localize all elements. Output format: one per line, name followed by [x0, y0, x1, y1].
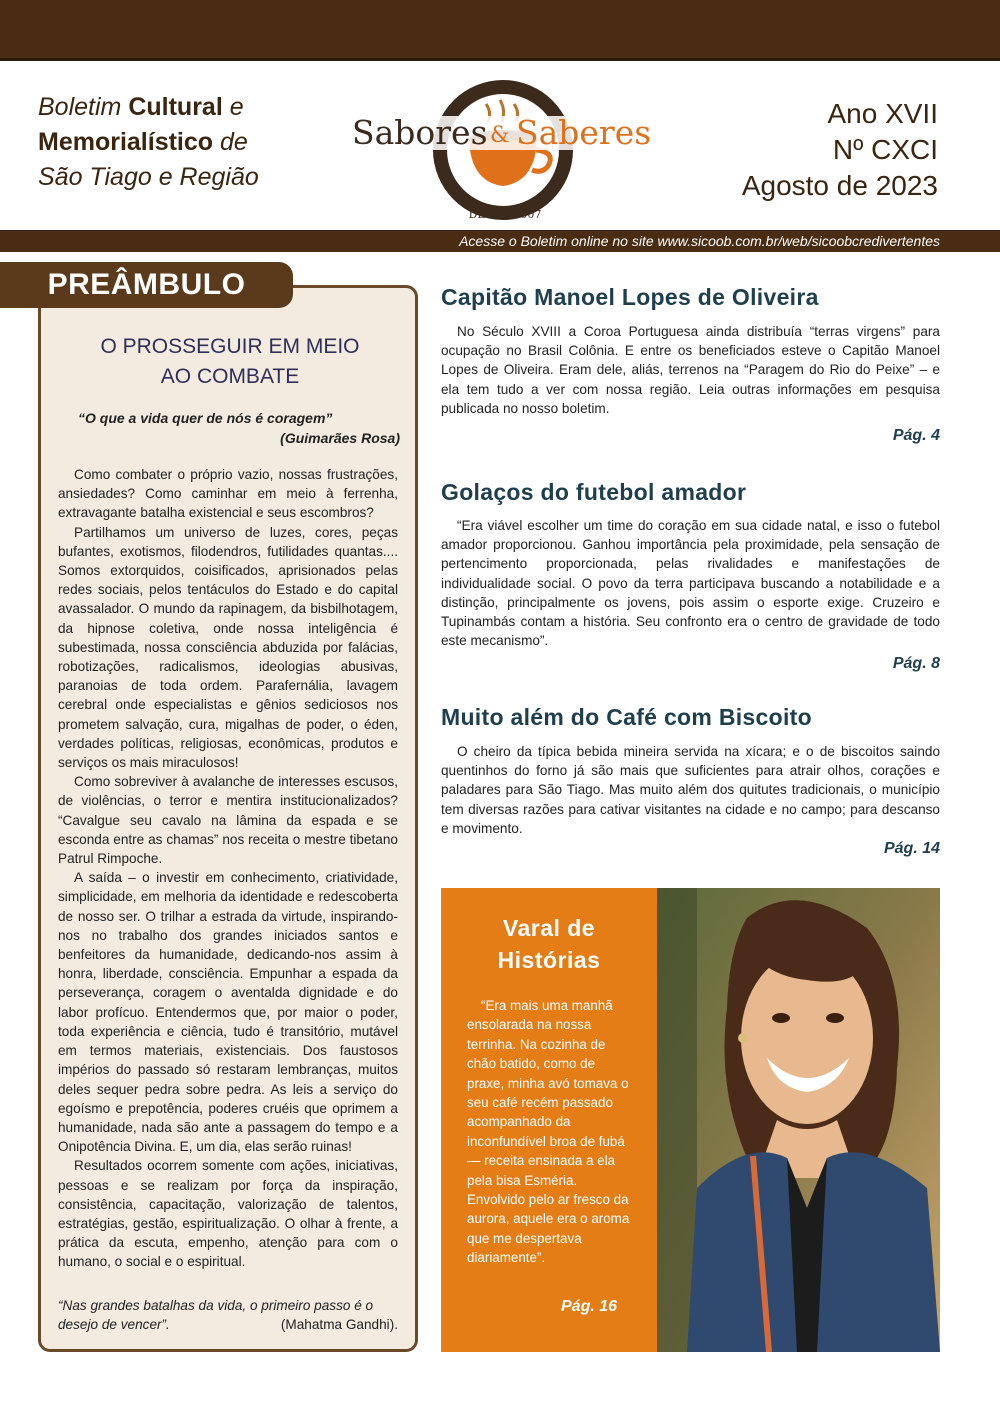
edition-number: Nº CXCI: [832, 134, 938, 165]
subtitle-cultural: Cultural: [128, 93, 223, 121]
article-body-golacos: “Era viável escolher um time do coração em sua cidade natal, e isso o futebol amador proporcionou. Ganhou importância pela proximidade, pela sensação de pertencimento proporcionada, pelas rivalidades e manifestações de individualidade social. O povo da terra participava buscando a notabilidade e a distinção, principalmente os jovens, pois assim o esporte exige. Cruzeiro e Tupinambás contam a história. Seu confronto era o centro de gravidade de todo este mecanismo”.: [441, 518, 940, 649]
closing-quote: “Nas grandes batalhas da vida, o primeiro passo é o desejo de vencer”.: [58, 1298, 374, 1333]
preamble-body: [58, 465, 398, 1272]
preamble-closing: [58, 1296, 398, 1334]
preamble-paragraph: Partilhamos um universo de luzes, cores, peças bufantes, exotismos, filodendros, futilidades quantas.... Somos extorquidos, coisificados, aprisionados pelas redes sociais, pelos tentáculos do Estado e do capital avassalador. O mundo da rapinagem, da bisbilhotagem, da hipnose coletiva, onde nossa inteligência é subestimada, nossa consciência abduzida por falácias, robotizações, radicalismos, ideologias abusivas, paranoias de toda ordem. Parafernália, lavagem cerebral onde especialistas e gênios sediciosos nos prometem salvação, cura, migalhas de poder, o éden, verdades políticas, religiosas, econômicas, produtos e serviços os mais miraculosos!: [58, 524, 398, 771]
preamble-tab: PREÂMBULO: [0, 262, 293, 308]
article-body-capitao: No Século XVIII a Coroa Portuguesa ainda distribuía “terras virgens” para ocupação no Brasil Colônia. E entre os beneficiados esteve o Capitão Manoel Lopes de Oliveira. Eram dele, aliás, terrenos na “Paragem do Rio do Peixe” – e ela tem tudo a ver com nossa região. Leia outras informações em pesquisa publicada no nosso boletim.: [441, 324, 940, 416]
article-title-capitao[interactable]: Capitão Manoel Lopes de Oliveira: [441, 284, 819, 310]
preamble-paragraph: Como combater o próprio vazio, nossas frustrações, ansiedades? Como caminhar em meio à ferrenha, extravagante batalha existencial e seus escombros?: [58, 467, 398, 521]
epigraph-text: “O que a vida quer de nós é coragem”: [78, 410, 333, 426]
top-band: [0, 0, 1000, 58]
preamble-title-line-1: O PROSSEGUIR EM MEIO: [100, 335, 360, 358]
preamble-paragraph: A saída – o investir em conhecimento, criatividade, simplicidade, em melhoria da identidade e redescoberta de nosso ser. O trilhar a estrada da virtude, inspirando-nos no trabalho dos grandes iniciados santos e benfeitores da humanidade, dedicando-nos assim à honra, liberdade, consciência. Empunhar a espada da perseverança, coragem o aventalda dignidade e do labor profícuo. Entendermos que, por maior o poder, toda experiência e ciência, tudo é transitório, mutável em termos materiais, existenciais. Dos faustosos impérios do passado só restaram lembranças, muitos deles sequer pedra sobre pedra. As leis a serviço do egoísmo e prepotência, poderes cruéis que oprimem a humanidade, nada são ante a passagem do tempo e a Onipotência Divina. E, um dia, elas serão ruinas!: [58, 870, 398, 1155]
preamble-title: [40, 332, 420, 392]
varal-page[interactable]: Pág. 16: [561, 1298, 618, 1315]
publication-subtitle: [38, 90, 308, 195]
article-page-cafe[interactable]: Pág. 14: [883, 840, 940, 857]
portrait-photo: [657, 888, 940, 1352]
varal-title-line-2: Histórias: [497, 947, 601, 973]
varal-title: [441, 912, 657, 976]
varal-text: “Era mais uma manhã ensolarada na nossa terrinha. Na cozinha de chão batido, como de praxe, minha avó tomava o seu café recém passado acompanhado da inconfundível broa de fubá — receita ensinada a ela pela bisa Esméria. Envolvido pelo ar fresco da aurora, aquele era o aroma que me despertava diariamente”.: [467, 998, 630, 1266]
preamble-paragraph: Resultados ocorrem somente com ações, iniciativas, pessoas e se realizam por força da inspiração, consistência, capacitação, valorização de talentos, estratégias, gestão, espiritualização. O olhar à frente, a prática da escuta, empenho, atenção para com o humano, o social e o espiritual.: [58, 1158, 398, 1270]
logo-saberes: Saberes: [516, 113, 652, 152]
article-title-cafe[interactable]: Muito além do Café com Biscoito: [441, 704, 812, 730]
edition-year: Ano XVII: [827, 98, 938, 129]
preamble-epigraph: [60, 408, 400, 448]
site-bar: [0, 230, 1000, 252]
article-page-capitao[interactable]: Pág. 4: [892, 427, 940, 444]
epigraph-author: (Guimarães Rosa): [280, 430, 400, 446]
logo-desde: DESDE 2007: [468, 208, 542, 221]
closing-author: (Mahatma Gandhi).: [280, 1317, 398, 1333]
article-body-cafe: O cheiro da típica bebida mineira servida na xícara; e o de biscoitos saindo quentinhos do forno já são mais que suficientes para atrair olhos, corações e paladares para São Tiago. Mas muito além dos quitutes tradicionais, o município tem diversas razões para cativar visitantes na cidade e no campo; para descanso e movimento.: [441, 744, 940, 836]
article-title-golacos[interactable]: Golaços do futebol amador: [441, 479, 747, 505]
subtitle-memorialistico: Memorialístico: [38, 128, 214, 156]
top-divider: [0, 58, 1000, 61]
logo-sabores: Sabores: [352, 113, 488, 152]
logo-ampersand: &: [490, 123, 510, 148]
subtitle-e: e: [229, 93, 244, 121]
subtitle-regiao: São Tiago e Região: [38, 163, 259, 191]
preamble-title-line-2: AO COMBATE: [160, 365, 300, 388]
edition-date: Agosto de 2023: [741, 170, 938, 201]
preamble-paragraph: Como sobreviver à avalanche de interesses escusos, de violências, o terror e mentira institucionalizados? “Cavalgue seu cavalo na lâmina da espada e se esconda entre as chamas” nos receita o mestre tibetano Patrul Rimpoche.: [58, 774, 398, 867]
varal-section: [441, 888, 940, 1352]
subtitle-boletim: Boletim: [38, 93, 122, 121]
varal-title-line-1: Varal de: [502, 915, 596, 941]
site-link[interactable]: Acesse o Boletim online no site www.sicoob.com.br/web/sicoobcredivertentes: [459, 233, 940, 249]
sabores-saberes-logo: [340, 70, 670, 222]
subtitle-de: de: [220, 128, 248, 156]
varal-panel: [441, 888, 657, 1352]
article-page-golacos[interactable]: Pág. 8: [892, 655, 940, 672]
edition-info: [698, 96, 938, 204]
